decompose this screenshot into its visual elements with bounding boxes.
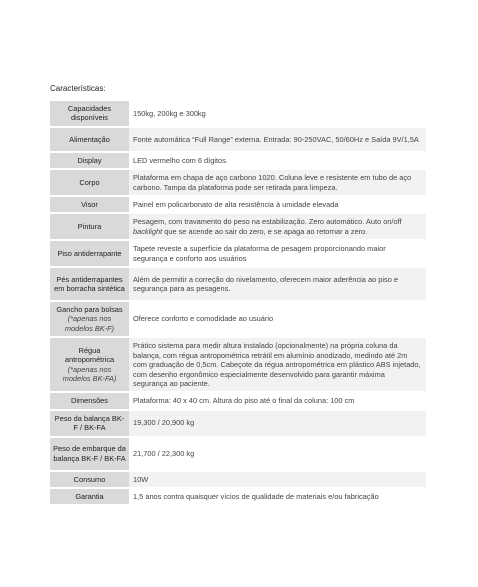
spec-row-garantia — [50, 489, 426, 504]
spec-key: Pés antiderrapantes em borracha sintética — [50, 268, 129, 300]
spec-value-text: Pesagem, com travamento do peso na estabilização. Zero automático. Auto on/off — [133, 217, 402, 227]
spec-value: Além de permitir a correção do nivelamento, oferecem maior aderência ao piso e segurança para as pesagens. — [129, 268, 426, 300]
spec-key: Corpo — [50, 170, 129, 195]
specs-heading: Características: — [50, 84, 106, 93]
spec-key-text: Gancho para bolsas — [56, 305, 123, 315]
spec-key-text: Régua antropométrica — [64, 345, 115, 365]
spec-key: Capacidades disponíveis — [50, 101, 129, 126]
spec-value: 19,300 / 20,900 kg — [129, 411, 426, 436]
spec-row-piso — [50, 241, 426, 266]
spec-key: Garantia — [50, 489, 129, 504]
spec-row-peso-embarque — [50, 438, 426, 470]
spec-key: Visor — [50, 197, 129, 212]
spec-value: 1,5 anos contra quaisquer vícios de qualidade de materiais e/ou fabricação — [129, 489, 426, 504]
spec-key-note: (*apenas nos modelos BK-F) — [64, 314, 115, 333]
spec-value: 21,700 / 22,300 kg — [129, 438, 426, 470]
spec-value: Tapete reveste a superfície da plataforma de pesagem proporcionando maior segurança e conforto aos usuários — [129, 241, 426, 266]
spec-value: Plataforma em chapa de aço carbono 1020. Coluna leve e resistente em tubo de aço carbono. Tampa da plataforma pode ser retirada para limpeza. — [129, 170, 426, 195]
spec-row-pintura — [50, 214, 426, 239]
spec-row-visor — [50, 197, 426, 212]
spec-key: Alimentação — [50, 128, 129, 151]
spec-row-alimentacao — [50, 128, 426, 151]
spec-value: Plataforma: 40 x 40 cm. Altura do piso até o final da coluna: 100 cm — [129, 393, 426, 408]
spec-key: Display — [50, 153, 129, 168]
spec-key: Dimensões — [50, 393, 129, 408]
spec-value: 10W — [129, 472, 426, 487]
spec-key-note: (*apenas nos modelos BK-FA) — [62, 364, 117, 384]
spec-value-text: que se acende ao sair do zero, e se apaga ao retornar a zero. — [162, 226, 368, 236]
spec-row-peso-balanca — [50, 411, 426, 436]
spec-value: LED vermelho com 6 dígitos. — [129, 153, 426, 168]
spec-value: Fonte automática “Full Range” externa. Entrada: 90-250VAC, 50/60Hz e Saída 9V/1,5A — [129, 128, 426, 151]
spec-key — [50, 338, 129, 391]
spec-key: Piso antiderrapante — [50, 241, 129, 266]
spec-value-italic: backlight — [133, 226, 163, 236]
spec-value: Prático sistema para medir altura instalado (opcionalmente) na própria coluna da balança, com régua antropométrica retrátil em alumínio anodizado, medindo até 2m com graduação de 0,5cm. Cabeçote da régua antropométrica em plástico ABS injetado, com desenho ergonômico especialmente desenvolvido para garantir máxima segurança ao paciente. — [129, 338, 426, 391]
spec-key: Pintura — [50, 214, 129, 239]
spec-key: Peso de embarque da balança BK-F / BK-FA — [50, 438, 129, 470]
spec-value: 150kg, 200kg e 300kg — [129, 101, 426, 126]
spec-value — [129, 214, 426, 239]
spec-key: Peso da balança BK-F / BK-FA — [50, 411, 129, 436]
spec-value: Painel em policarbonato de alta resistência à umidade elevada — [129, 197, 426, 212]
spec-row-pes — [50, 268, 426, 300]
spec-row-dimensoes — [50, 393, 426, 408]
specs-table — [50, 99, 426, 506]
spec-row-consumo — [50, 472, 426, 487]
spec-row-display — [50, 153, 426, 168]
spec-row-gancho — [50, 302, 426, 336]
spec-key: Consumo — [50, 472, 129, 487]
spec-key — [50, 302, 129, 336]
spec-row-capacidades — [50, 101, 426, 126]
spec-row-regua — [50, 338, 426, 391]
spec-value: Oferece conforto e comodidade ao usuário — [129, 302, 426, 336]
spec-row-corpo — [50, 170, 426, 195]
